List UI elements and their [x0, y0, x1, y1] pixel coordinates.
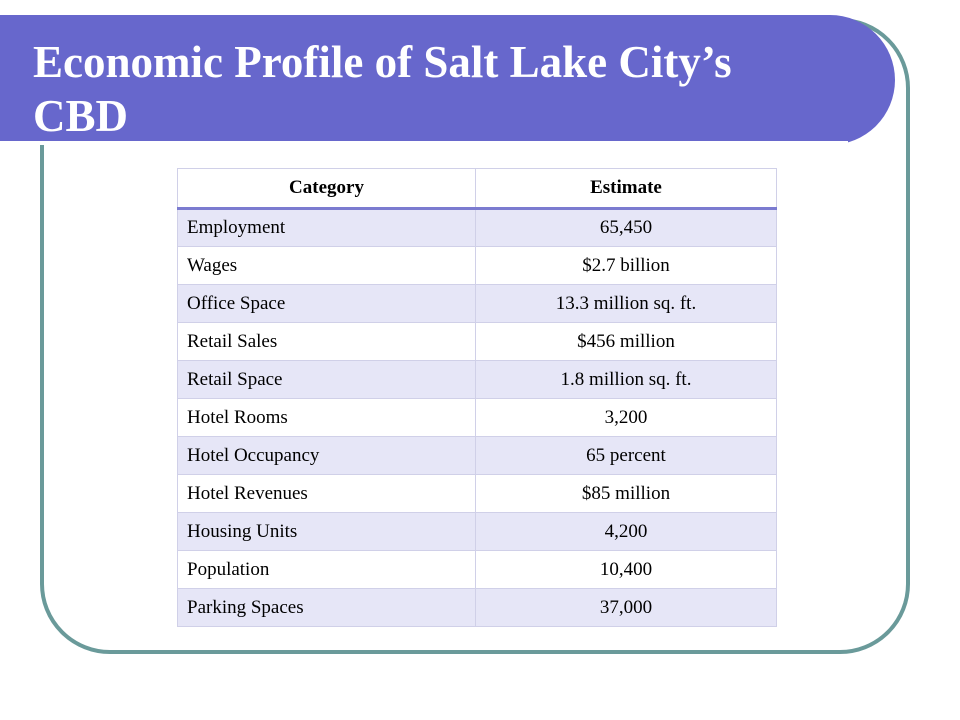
- table-row: [178, 475, 777, 513]
- estimate-cell: $456 million: [476, 323, 777, 361]
- estimate-cell: 4,200: [476, 513, 777, 551]
- category-cell: Wages: [178, 247, 476, 285]
- category-cell: Housing Units: [178, 513, 476, 551]
- table-row: [178, 209, 777, 247]
- table-row: [178, 589, 777, 627]
- table-row: [178, 323, 777, 361]
- category-cell: Retail Space: [178, 361, 476, 399]
- estimate-cell: 10,400: [476, 551, 777, 589]
- category-cell: Hotel Revenues: [178, 475, 476, 513]
- table-row: [178, 551, 777, 589]
- table-row: [178, 285, 777, 323]
- table-row: [178, 361, 777, 399]
- title-bar: [0, 15, 895, 145]
- table-header-row: [178, 169, 777, 209]
- category-cell: Retail Sales: [178, 323, 476, 361]
- table-row: [178, 399, 777, 437]
- category-cell: Employment: [178, 209, 476, 247]
- category-cell: Parking Spaces: [178, 589, 476, 627]
- estimate-cell: $2.7 billion: [476, 247, 777, 285]
- estimate-cell: 37,000: [476, 589, 777, 627]
- estimate-cell: 1.8 million sq. ft.: [476, 361, 777, 399]
- category-cell: Population: [178, 551, 476, 589]
- table-row: [178, 513, 777, 551]
- table-row: [178, 247, 777, 285]
- economic-profile-table: [177, 168, 777, 627]
- category-cell: Office Space: [178, 285, 476, 323]
- category-cell: Hotel Rooms: [178, 399, 476, 437]
- estimate-cell: 65 percent: [476, 437, 777, 475]
- column-header-estimate: Estimate: [476, 169, 777, 209]
- category-cell: Hotel Occupancy: [178, 437, 476, 475]
- estimate-cell: 13.3 million sq. ft.: [476, 285, 777, 323]
- estimate-cell: $85 million: [476, 475, 777, 513]
- table-row: [178, 437, 777, 475]
- estimate-cell: 65,450: [476, 209, 777, 247]
- slide-title: Economic Profile of Salt Lake City’s CBD: [33, 37, 732, 141]
- column-header-category: Category: [178, 169, 476, 209]
- estimate-cell: 3,200: [476, 399, 777, 437]
